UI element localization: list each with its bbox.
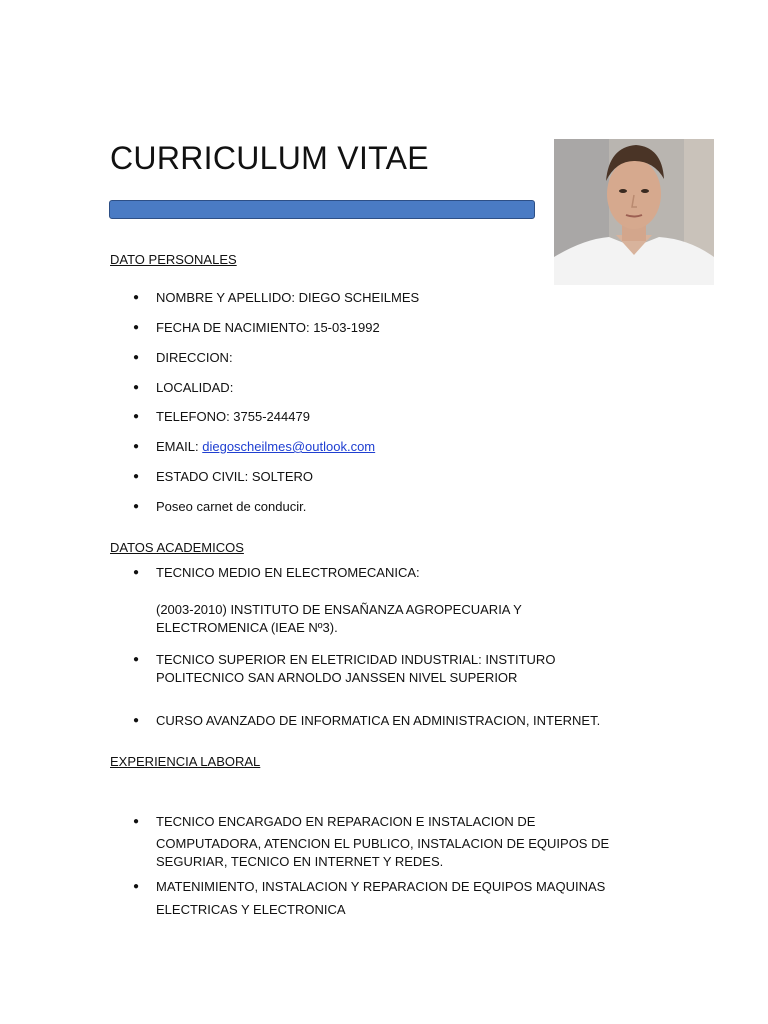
- list-item: ● DIRECCION:: [133, 350, 233, 365]
- bullet-icon: ●: [133, 471, 140, 482]
- list-item-email: [133, 438, 633, 456]
- bullet-icon: ●: [133, 411, 140, 422]
- academic-detail-line: POLITECNICO SAN ARNOLDO JANSSEN NIVEL SUPERIOR: [156, 670, 518, 685]
- bullet-icon: ●: [133, 654, 140, 665]
- title-underline-bar: [109, 200, 535, 219]
- bullet-icon: ●: [133, 352, 140, 363]
- section-heading-experience: EXPERIENCIA LABORAL: [110, 754, 261, 769]
- list-item: ● TECNICO MEDIO EN ELECTROMECANICA:: [133, 565, 420, 580]
- section-heading-personal: DATO PERSONALES: [110, 252, 237, 267]
- list-item: ● LOCALIDAD:: [133, 380, 234, 395]
- list-item: ● MATENIMIENTO, INSTALACION Y REPARACION DE EQUIPOS MAQUINAS: [133, 879, 606, 894]
- list-item: ● CURSO AVANZADO DE INFORMATICA EN ADMINISTRACION, INTERNET.: [133, 713, 601, 728]
- profile-photo: [554, 139, 714, 285]
- bullet-icon: ●: [133, 816, 140, 827]
- page-title: CURRICULUM VITAE: [110, 140, 429, 176]
- experience-detail-line: ELECTRICAS Y ELECTRONICA: [156, 902, 346, 917]
- list-item: ● NOMBRE Y APELLIDO: DIEGO SCHEILMES: [133, 290, 420, 305]
- experience-detail-line: SEGURIAR, TECNICO EN INTERNET Y REDES.: [156, 854, 444, 869]
- bullet-icon: ●: [133, 292, 140, 303]
- academic-detail-line: ELECTROMENICA (IEAE Nº3).: [156, 620, 338, 635]
- section-heading-academic: DATOS ACADEMICOS: [110, 540, 244, 555]
- list-item: ● TELEFONO: 3755-244479: [133, 409, 310, 424]
- list-item: ● FECHA DE NACIMIENTO: 15-03-1992: [133, 320, 380, 335]
- bullet-icon: ●: [133, 322, 140, 333]
- bullet-icon: ●: [133, 881, 140, 892]
- list-item: ● TECNICO SUPERIOR EN ELETRICIDAD INDUSTRIAL: INSTITURO: [133, 652, 556, 667]
- email-label: EMAIL:: [156, 439, 203, 454]
- list-item: ● TECNICO ENCARGADO EN REPARACION E INSTALACION DE: [133, 814, 536, 829]
- list-item: ● Poseo carnet de conducir.: [133, 499, 307, 514]
- email-link[interactable]: diegoscheilmes@outlook.com: [202, 439, 376, 454]
- bullet-icon: ●: [133, 715, 140, 726]
- bullet-icon: ●: [133, 382, 140, 393]
- bullet-icon: ●: [133, 501, 140, 512]
- bullet-icon: ●: [133, 441, 140, 452]
- bullet-icon: ●: [133, 567, 140, 578]
- experience-detail-line: COMPUTADORA, ATENCION EL PUBLICO, INSTALACION DE EQUIPOS DE: [156, 836, 610, 851]
- academic-detail-line: (2003-2010) INSTITUTO DE ENSAÑANZA AGROPECUARIA Y: [156, 602, 522, 617]
- list-item: ● ESTADO CIVIL: SOLTERO: [133, 469, 313, 484]
